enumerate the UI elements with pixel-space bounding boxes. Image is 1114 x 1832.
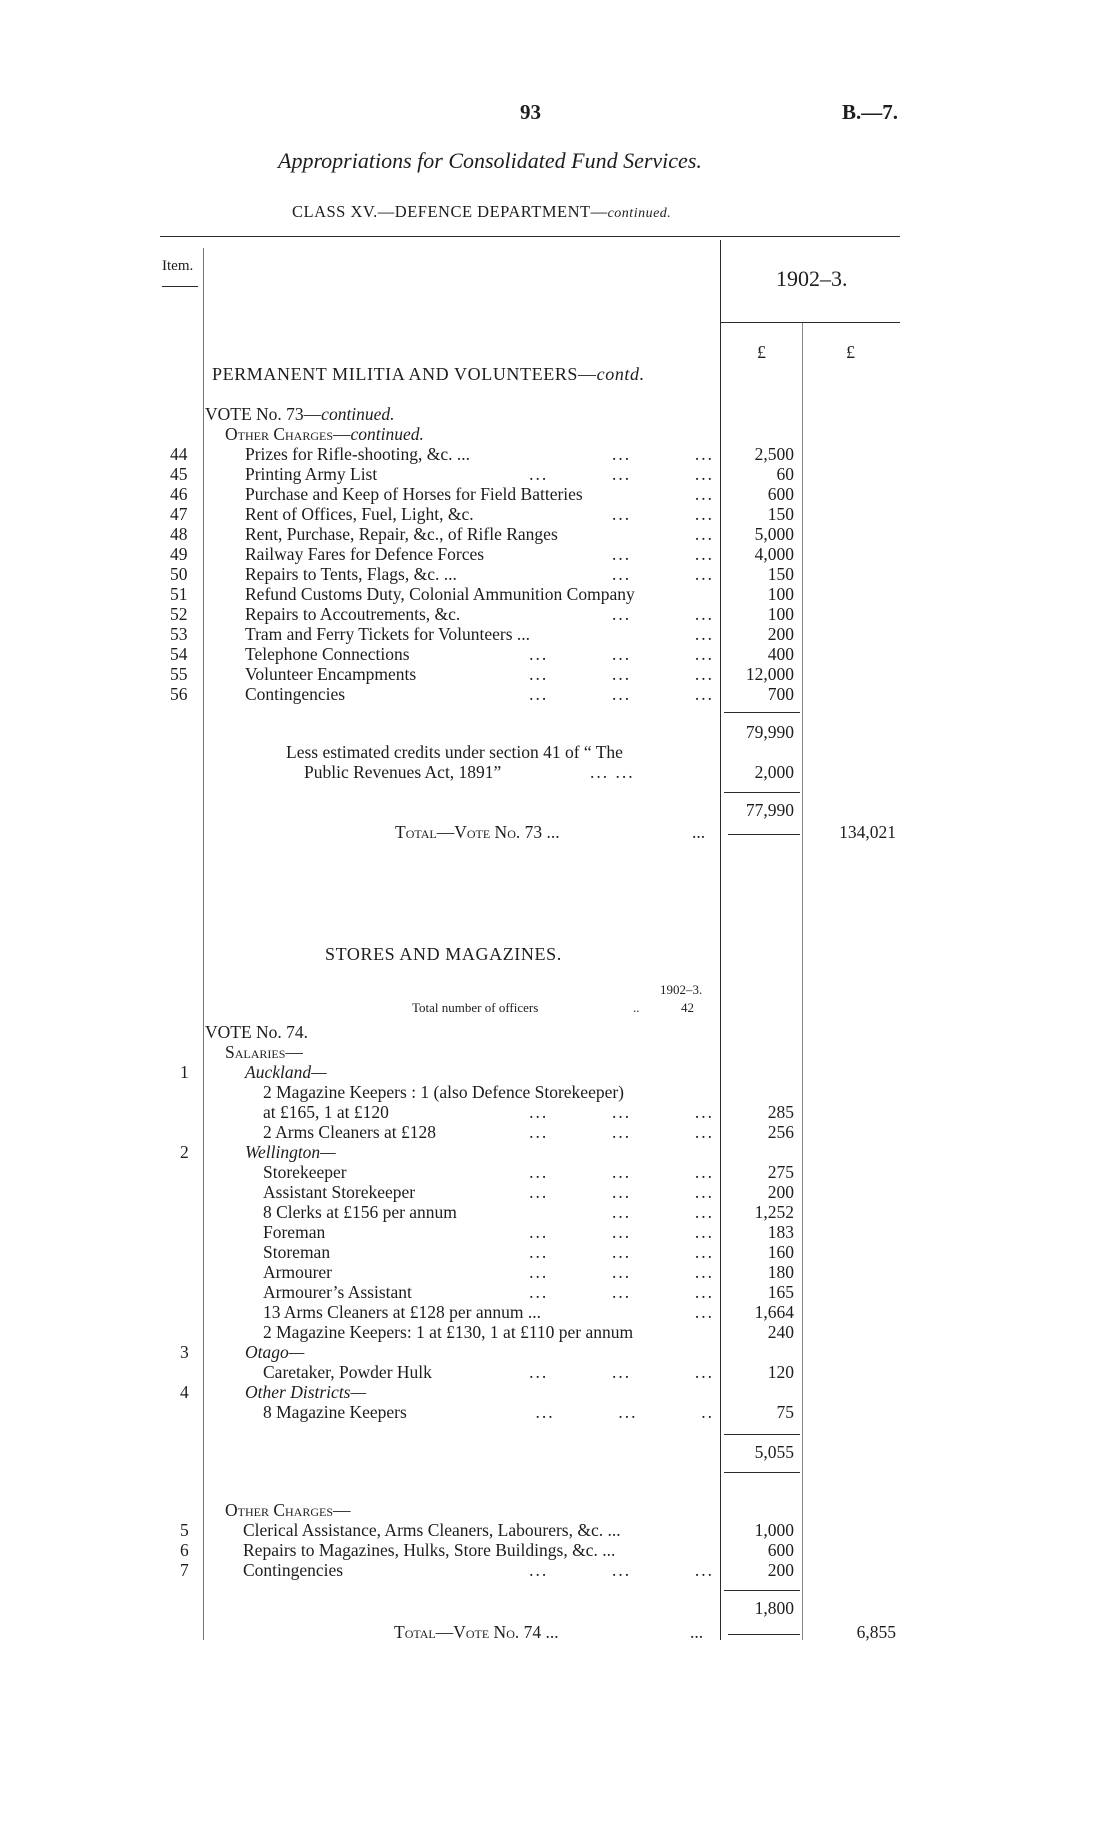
item-dots: ... ... ... <box>529 684 714 704</box>
document-code: B.—7. <box>842 100 899 124</box>
vote-73-continued: continued. <box>321 404 395 424</box>
year-column-header: 1902–3. <box>776 266 848 291</box>
page-number: 93 <box>520 100 541 124</box>
item-label: Refund Customs Duty, Colonial Ammunition Company <box>245 584 635 604</box>
page-title: Appropriations for Consolidated Fund Services. <box>278 148 702 173</box>
salary-line-label: Storeman <box>263 1242 331 1262</box>
vote-73-total-amount: 134,021 <box>839 822 896 842</box>
item-number: 52 <box>170 604 188 624</box>
section-heading-stores: STORES AND MAGAZINES. <box>325 944 562 964</box>
item-number: 45 <box>170 464 188 484</box>
other-charge-amount: 600 <box>767 1540 794 1560</box>
other-charge-label: Clerical Assistance, Arms Cleaners, Labourers, &c. ... <box>243 1520 621 1540</box>
subtotal-rule <box>724 712 800 713</box>
salary-line-amount: 120 <box>767 1362 794 1382</box>
item-dots: ... <box>694 624 714 644</box>
group-number: 2 <box>180 1142 189 1162</box>
item-amount: 4,000 <box>754 544 794 564</box>
item-number: 49 <box>170 544 188 564</box>
item-dots: ... ... <box>612 604 714 624</box>
other-charge-label: Repairs to Magazines, Hulks, Store Buildings, &c. ... <box>243 1540 616 1560</box>
salary-line-label: Assistant Storekeeper <box>263 1182 416 1202</box>
salary-line-dots: ... ... ... <box>529 1102 714 1122</box>
class-line-continued: continued. <box>607 206 672 221</box>
item-label: Rent of Offices, Fuel, Light, &c. <box>245 504 474 524</box>
salary-line-label: Armourer’s Assistant <box>263 1282 412 1302</box>
salaries-total: 5,055 <box>754 1442 794 1462</box>
vote-74-heading: VOTE No. 74. <box>205 1022 309 1042</box>
salary-line-amount: 165 <box>767 1282 794 1302</box>
amount-column-rule-right <box>802 322 803 1640</box>
officers-count: 42 <box>681 1000 694 1015</box>
less-credits-line-1: Less estimated credits under section 41 of “ The <box>286 742 623 762</box>
item-amount: 400 <box>767 644 794 664</box>
salary-line-label: at £165, 1 at £120 <box>263 1102 389 1122</box>
salary-line-dots: ... ... ... <box>529 1282 714 1302</box>
item-number: 56 <box>170 684 188 704</box>
salary-line-label: Storekeeper <box>263 1162 347 1182</box>
other-charge-label: Contingencies <box>243 1560 344 1580</box>
item-dots: ... <box>694 484 714 504</box>
group-number: 1 <box>180 1062 189 1082</box>
item-amount: 700 <box>767 684 794 704</box>
item-underline <box>162 286 198 287</box>
section-heading-text: PERMANENT MILITIA AND VOLUNTEERS— <box>212 364 597 384</box>
salary-line-dots: ... ... ... <box>529 1182 714 1202</box>
salary-line-amount: 180 <box>767 1262 794 1282</box>
vote-74-total-dots: ... <box>690 1622 704 1642</box>
item-number: 50 <box>170 564 188 584</box>
group-name: Otago— <box>245 1342 305 1362</box>
group-name: Auckland— <box>245 1062 327 1082</box>
salary-line-label: Armourer <box>263 1262 333 1282</box>
item-amount: 600 <box>767 484 794 504</box>
item-label: Printing Army List <box>245 464 378 484</box>
salary-line-label: Caretaker, Powder Hulk <box>263 1362 432 1382</box>
less-credits-dots: ... ... <box>590 762 635 782</box>
salary-line-label: 8 Magazine Keepers <box>263 1402 407 1422</box>
item-amount: 2,500 <box>754 444 794 464</box>
item-dots: ... ... <box>612 444 714 464</box>
item-dots: ... ... ... <box>529 464 714 484</box>
other-charge-number: 5 <box>180 1520 189 1540</box>
group-name: Wellington— <box>245 1142 336 1162</box>
group-name: Other Districts— <box>245 1382 367 1402</box>
salary-line-amount: 160 <box>767 1242 794 1262</box>
salaries-bottom-rule <box>724 1472 800 1473</box>
salary-line-label: 2 Magazine Keepers : 1 (also Defence Storekeeper) <box>263 1082 625 1102</box>
salary-line-label: 2 Magazine Keepers: 1 at £130, 1 at £110 per annum <box>263 1322 634 1342</box>
other-charges-74-subheading: Other Charges— <box>225 1500 351 1520</box>
salary-line-amount: 75 <box>776 1402 794 1422</box>
item-label: Prizes for Rifle-shooting, &c. ... <box>245 444 471 464</box>
item-amount: 60 <box>776 464 794 484</box>
officers-dots: .. <box>633 1000 640 1015</box>
item-amount: 150 <box>767 504 794 524</box>
other-charges-continued: continued. <box>350 424 424 444</box>
item-number: 44 <box>170 444 188 464</box>
item-label: Repairs to Tents, Flags, &c. ... <box>245 564 457 584</box>
item-dots: ... ... <box>612 504 714 524</box>
vote-74-total-label: Total—Vote No. 74 ... <box>394 1622 559 1642</box>
group-number: 3 <box>180 1342 189 1362</box>
salary-line-label: 8 Clerks at £156 per annum <box>263 1202 457 1222</box>
other-charge-amount: 200 <box>767 1560 794 1580</box>
group-number: 4 <box>180 1382 189 1402</box>
salary-line-amount: 200 <box>767 1182 794 1202</box>
less-credits-line-2: Public Revenues Act, 1891” <box>304 762 502 782</box>
less-credits-amount: 2,000 <box>754 762 794 782</box>
item-amount: 100 <box>767 584 794 604</box>
item-number: 53 <box>170 624 188 644</box>
other-charges-subheading <box>225 424 424 444</box>
item-label: Contingencies <box>245 684 346 704</box>
item-amount: 12,000 <box>745 664 794 684</box>
amount-column-rule-left <box>720 240 721 1640</box>
salary-line-dots: ... ... .. <box>535 1402 714 1422</box>
item-dots: ... ... <box>612 544 714 564</box>
other-charges-total: 1,800 <box>754 1598 794 1618</box>
item-number: 48 <box>170 524 188 544</box>
item-label: Railway Fares for Defence Forces <box>245 544 485 564</box>
item-label: Tram and Ferry Tickets for Volunteers ... <box>245 624 531 644</box>
other-charges-label: Other Charges— <box>225 424 351 444</box>
class-line-text: CLASS XV.—DEFENCE DEPARTMENT— <box>292 202 608 221</box>
salary-line-dots: ... ... ... <box>529 1222 714 1242</box>
vote-73-label: VOTE No. 73— <box>205 404 322 424</box>
salary-line-label: 2 Arms Cleaners at £128 <box>263 1122 437 1142</box>
item-number: 47 <box>170 504 188 524</box>
salary-line-label: Foreman <box>263 1222 326 1242</box>
item-column-header: Item. <box>162 258 194 274</box>
item-number: 55 <box>170 664 188 684</box>
salary-line-dots: ... ... ... <box>529 1242 714 1262</box>
item-dots: ... ... ... <box>529 644 714 664</box>
salaries-subheading: Salaries— <box>225 1042 303 1062</box>
vote-73-total-label: Total—Vote No. 73 ... <box>395 822 560 842</box>
vote-73-total-dots: ... <box>692 822 706 842</box>
vote-74-total-rule <box>728 1634 800 1635</box>
salary-line-amount: 240 <box>767 1322 794 1342</box>
other-charge-amount: 1,000 <box>754 1520 794 1540</box>
vote-73-total-rule <box>728 834 800 835</box>
salary-line-dots: ... ... ... <box>529 1362 714 1382</box>
year-header-rule <box>720 322 900 323</box>
salary-line-dots: ... ... ... <box>529 1262 714 1282</box>
vote-73-subtotal: 79,990 <box>745 722 794 742</box>
item-number: 51 <box>170 584 188 604</box>
item-amount: 100 <box>767 604 794 624</box>
item-label: Rent, Purchase, Repair, &c., of Rifle Ranges <box>245 524 558 544</box>
net-rule <box>724 792 800 793</box>
salary-line-dots: ... ... ... <box>529 1122 714 1142</box>
other-charge-number: 6 <box>180 1540 189 1560</box>
section-heading-militia <box>212 364 645 385</box>
item-column-rule <box>203 248 204 1640</box>
other-charge-number: 7 <box>180 1560 189 1580</box>
item-dots: ... ... <box>612 564 714 584</box>
item-amount: 200 <box>767 624 794 644</box>
pound-sign-left: £ <box>757 342 766 362</box>
item-label: Volunteer Encampments <box>245 664 417 684</box>
item-label: Purchase and Keep of Horses for Field Batteries <box>245 484 583 504</box>
item-label: Repairs to Accoutrements, &c. <box>245 604 461 624</box>
salary-line-dots: ... ... ... <box>529 1162 714 1182</box>
salary-line-amount: 1,252 <box>754 1202 794 1222</box>
other-charge-dots: ... ... ... <box>529 1560 714 1580</box>
class-line <box>292 202 671 222</box>
officers-year: 1902–3. <box>660 982 703 997</box>
vote-74-total-amount: 6,855 <box>856 1622 896 1642</box>
officers-label: Total number of officers <box>412 1000 539 1015</box>
vote-73-net: 77,990 <box>745 800 794 820</box>
pound-sign-right: £ <box>846 342 855 362</box>
header-rule <box>160 236 900 237</box>
salary-line-label: 13 Arms Cleaners at £128 per annum ... <box>263 1302 542 1322</box>
item-amount: 150 <box>767 564 794 584</box>
item-number: 46 <box>170 484 188 504</box>
section-heading-continued: contd. <box>596 364 645 384</box>
item-label: Telephone Connections <box>245 644 410 664</box>
other-total-rule <box>724 1590 800 1591</box>
item-amount: 5,000 <box>754 524 794 544</box>
salary-line-dots: ... ... <box>612 1202 714 1222</box>
item-number: 54 <box>170 644 188 664</box>
vote-73-heading <box>205 404 395 424</box>
salary-line-amount: 285 <box>767 1102 794 1122</box>
item-dots: ... ... ... <box>529 664 714 684</box>
salary-line-amount: 275 <box>767 1162 794 1182</box>
salary-line-dots: ... <box>694 1302 714 1322</box>
item-dots: ... <box>694 524 714 544</box>
salary-line-amount: 183 <box>767 1222 794 1242</box>
salary-line-amount: 1,664 <box>754 1302 794 1322</box>
salary-line-amount: 256 <box>767 1122 794 1142</box>
salaries-total-rule <box>724 1434 800 1435</box>
